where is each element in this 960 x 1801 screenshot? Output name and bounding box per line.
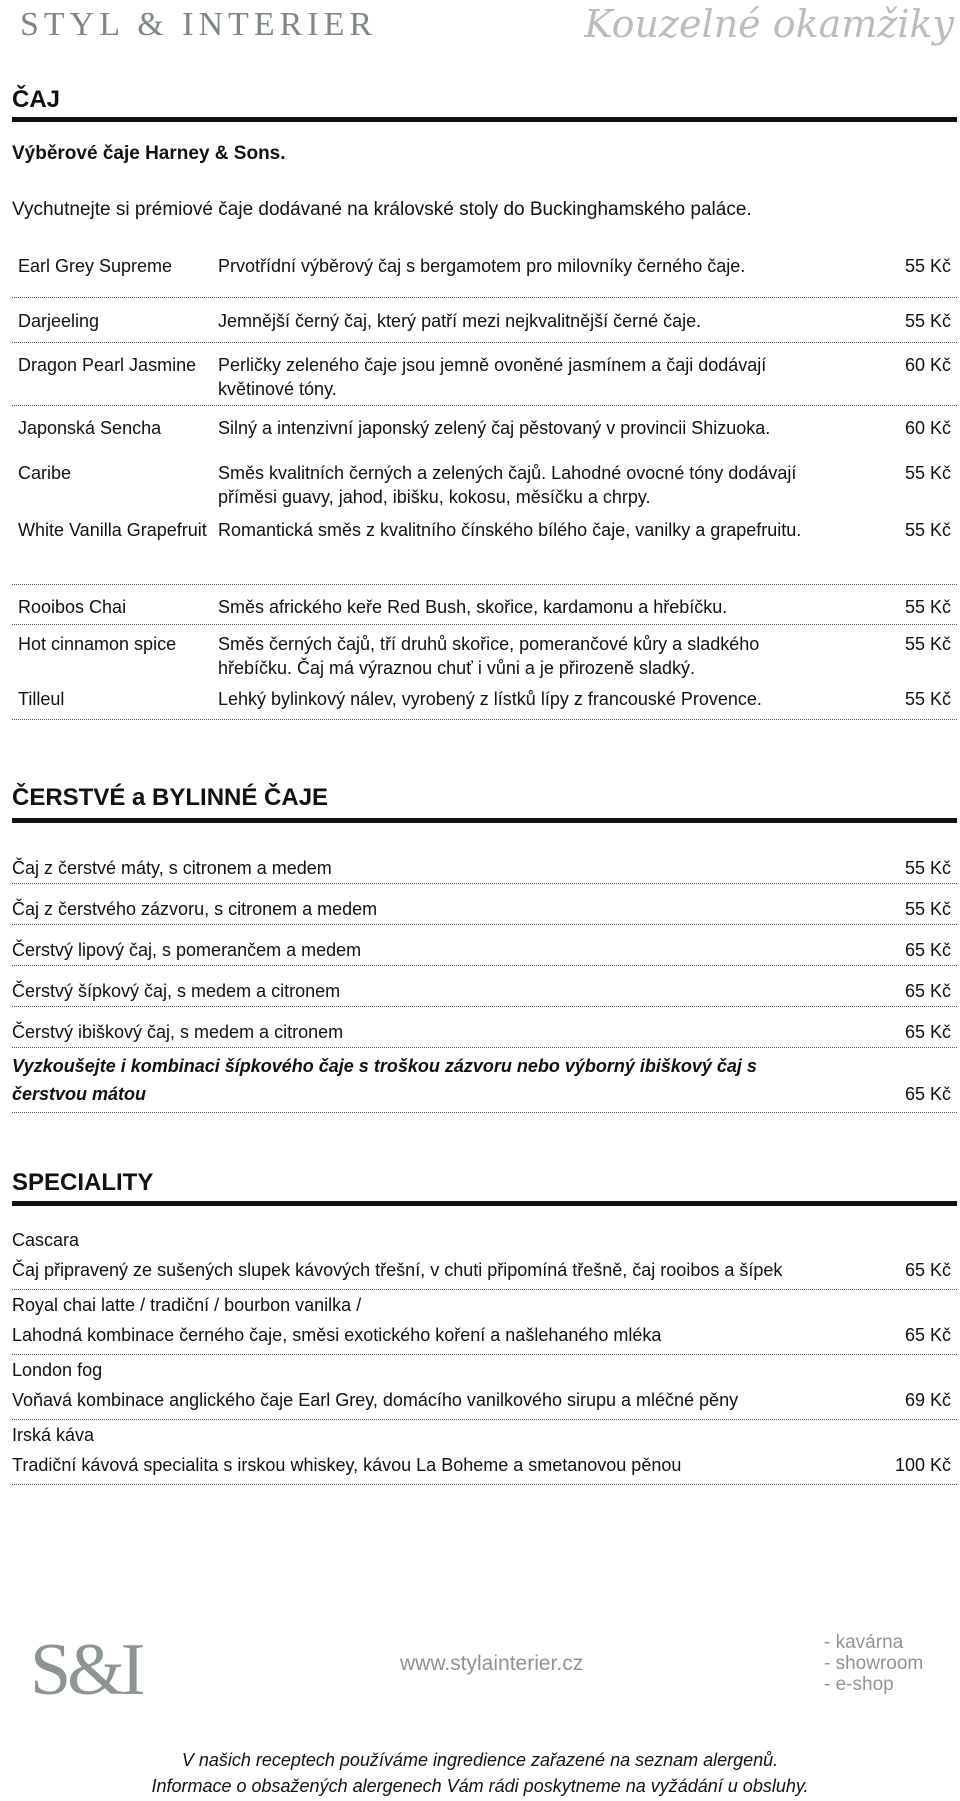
footer-logo: S&I [30,1629,142,1711]
item-description: Romantická směs z kvalitního čínského bílého čaje, vanilky a grapefruitu. [218,520,802,540]
item-description: Jemnější černý čaj, který patří mezi nejkvalitnější černé čaje. [218,311,702,331]
section-title-tea: ČAJ [12,86,61,113]
item-name: Darjeeling [18,311,100,331]
item-name: Čaj z čerstvého zázvoru, s citronem a medem [12,899,378,919]
menu-row [12,1007,957,1048]
item-price: 55 Kč [904,311,951,331]
item-price: 65 Kč [904,1084,951,1104]
item-description: Voňavá kombinace anglického čaje Earl Grey, domácího vanilkového sirupu a mléčné pěny [12,1390,739,1410]
item-description: Směs kvalitních černých a zelených čajů. Lahodné ovocné tóny dodávají příměsi guavy, jahod, ibišku, kokosu, měsíčku a chrpy. [218,463,797,507]
section-divider [12,117,957,122]
item-price: 65 Kč [904,981,951,1001]
item-name: Čerstvý šípkový čaj, s medem a citronem [12,981,341,1001]
speciality-list [12,1225,957,1485]
item-name: Irská káva [12,1425,95,1445]
tea-intro: Vychutnejte si prémiové čaje dodávané na královské stoly do Buckinghamského paláce. [12,199,752,220]
item-name: Dragon Pearl Jasmine [18,355,197,375]
menu-row-special [12,1048,957,1113]
item-price: 55 Kč [904,463,951,483]
page-header [0,0,960,60]
item-name: Earl Grey Supreme [18,256,173,276]
item-name: London fog [12,1360,103,1380]
item-name: Caribe [18,463,72,483]
section-title-fresh: ČERSTVÉ a BYLINNÉ ČAJE [12,784,329,811]
menu-item [12,1355,957,1420]
item-name: White Vanilla Grapefruit [18,520,207,540]
section-title-speciality: SPECIALITY [12,1169,154,1196]
section-divider [12,818,957,823]
tea-subtitle: Výběrové čaje Harney & Sons. [12,143,286,164]
footer-website-link[interactable]: www.stylainterier.cz [400,1652,584,1675]
menu-row [12,248,957,298]
item-price: 55 Kč [904,689,951,709]
menu-item [12,1290,957,1355]
allergen-note-line: Informace o obsažených alergenech Vám rádi poskytneme na vyžádání u obsluhy. [151,1776,809,1796]
item-name: Čaj z čerstvé máty, s citronem a medem [12,858,332,878]
menu-row [12,298,957,343]
menu-row [12,513,957,585]
menu-item [12,1225,957,1290]
item-price: 65 Kč [904,1260,951,1280]
item-price: 55 Kč [904,256,951,276]
allergen-note-line: V našich receptech používáme ingredience zařazené na seznam alergenů. [181,1750,779,1770]
item-name: Čerstvý ibiškový čaj, s medem a citronem [12,1022,344,1042]
menu-row [12,406,957,451]
menu-row [12,685,957,720]
item-price: 55 Kč [904,520,951,540]
menu-item [12,1420,957,1485]
item-price: 55 Kč [904,899,951,919]
menu-row [12,843,957,884]
item-price: 55 Kč [904,597,951,617]
footer-links [824,1632,923,1695]
item-price: 65 Kč [904,1022,951,1042]
menu-row [12,884,957,925]
allergen-note [0,1747,960,1799]
item-name: Rooibos Chai [18,597,127,617]
item-price: 65 Kč [904,1325,951,1345]
item-description: Lehký bylinkový nálev, vyrobený z lístků lípy z francouské Provence. [218,689,762,709]
footer-link-showroom[interactable]: - showroom [824,1653,924,1674]
item-name: Čerstvý lipový čaj, s pomerančem a medem [12,940,362,960]
item-price: 65 Kč [904,940,951,960]
item-price: 69 Kč [904,1390,951,1410]
item-price: 55 Kč [904,858,951,878]
menu-row [12,925,957,966]
item-description: Perličky zeleného čaje jsou jemně ovoněné jasmínem a čaji dodávají květinové tóny. [218,355,767,399]
item-price: 55 Kč [904,634,951,654]
item-description: Tradiční kávová specialita s irskou whiskey, kávou La Boheme a smetanovou pěnou [12,1455,682,1475]
menu-row [12,625,957,685]
item-description: Prvotřídní výběrový čaj s bergamotem pro milovníky černého čaje. [218,256,746,276]
footer-link-eshop[interactable]: - e-shop [824,1674,894,1695]
item-description: Směs černých čajů, tří druhů skořice, pomerančové kůry a sladkého hřebíčku. Čaj má výraznou chuť i vůni a je přirozeně sladký. [218,634,760,678]
item-name: Cascara [12,1230,80,1250]
item-name: Royal chai latte / tradiční / bourbon vanilka / [12,1295,362,1315]
item-price: 60 Kč [904,418,951,438]
item-description: Čaj připravený ze sušených slupek kávových třešní, v chuti připomíná třešně, čaj rooibos a šípek [12,1260,783,1280]
brand-logo: STYL & INTERIER [20,6,378,43]
item-description: Směs afrického keře Red Bush, skořice, kardamonu a hřebíčku. [218,597,728,617]
menu-row [12,343,957,406]
menu-row [12,451,957,513]
item-name: Japonská Sencha [18,418,162,438]
item-description: Silný a intenzivní japonský zelený čaj pěstovaný v provincii Shizuoka. [218,418,771,438]
menu-row [12,585,957,625]
brand-tagline: Kouzelné okamžiky [584,2,954,46]
item-description: Lahodná kombinace černého čaje, směsi exotického koření a našlehaného mléka [12,1325,662,1345]
menu-row [12,966,957,1007]
item-name: Tilleul [18,689,65,709]
tea-menu-table [12,248,957,720]
footer-link-cafe[interactable]: - kavárna [824,1632,904,1653]
fresh-tea-list [12,843,957,1113]
item-price: 100 Kč [894,1455,951,1475]
item-price: 60 Kč [904,355,951,375]
item-name: Vyzkoušejte i kombinaci šípkového čaje s troškou zázvoru nebo výborný ibiškový čaj s čerstvou mátou [12,1056,757,1104]
item-name: Hot cinnamon spice [18,634,177,654]
section-divider [12,1201,957,1206]
